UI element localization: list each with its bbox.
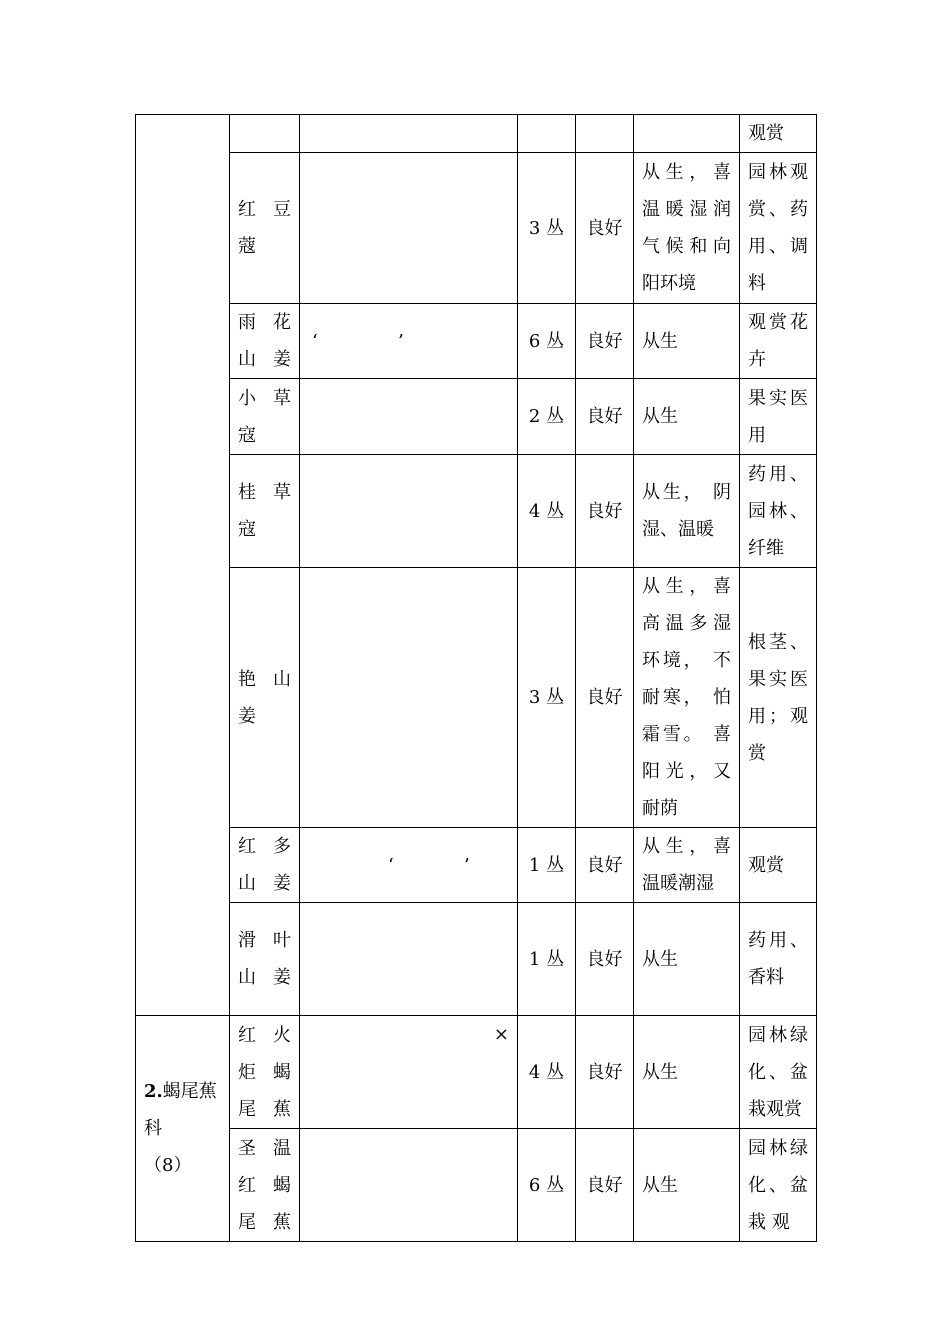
family-number: 2.: [144, 1081, 163, 1102]
table-row: [136, 828, 817, 903]
open-quote-mark: ‘: [312, 330, 318, 352]
use-cell: 园林观赏、药用、调料: [740, 153, 817, 304]
count-cell: 4 丛: [518, 1016, 576, 1129]
use-cell: 园林绿化、盆栽观赏: [740, 1016, 817, 1129]
habit-cell: 从生: [634, 379, 740, 455]
family-cell-1: [136, 115, 230, 1016]
plant-name-cell: 红火炬蝎尾蕉: [230, 1016, 300, 1129]
table-row: [136, 1016, 817, 1129]
description-cell: [300, 304, 518, 379]
use-cell: 药用、香料: [740, 903, 817, 1016]
status-cell: 良好: [576, 828, 634, 903]
status-cell: 良好: [576, 1016, 634, 1129]
table-row: [136, 1129, 817, 1242]
table-row: [136, 379, 817, 455]
plant-name-cell: 雨花山姜: [230, 304, 300, 379]
habit-cell: 从生，喜温暖湿润气候和向阳环境: [634, 153, 740, 304]
close-quote-mark: ’: [398, 330, 404, 352]
count-cell: 1 丛: [518, 903, 576, 1016]
open-quote-mark: ‘: [388, 854, 394, 876]
use-cell: 观赏花卉: [740, 304, 817, 379]
description-cell: [300, 115, 518, 153]
table-row: [136, 115, 817, 153]
habit-cell: 从生，喜高温多湿环境， 不耐寒， 怕霜雪。 喜阳光，又耐荫: [634, 568, 740, 828]
status-cell: 良好: [576, 1129, 634, 1242]
family-name: 蝎尾蕉科: [144, 1081, 217, 1139]
description-cell: [300, 903, 518, 1016]
table-row: [136, 153, 817, 304]
table-row: [136, 903, 817, 1016]
count-cell: 6 丛: [518, 1129, 576, 1242]
status-cell: 良好: [576, 568, 634, 828]
habit-cell: 从生，喜温暖潮湿: [634, 828, 740, 903]
use-cell: 观赏: [740, 828, 817, 903]
use-cell: 根茎、果实医用；观赏: [740, 568, 817, 828]
status-cell: 良好: [576, 903, 634, 1016]
description-cell: [300, 568, 518, 828]
status-cell: 良好: [576, 379, 634, 455]
status-cell: [576, 115, 634, 153]
plant-name-cell: 小草寇: [230, 379, 300, 455]
count-cell: 4 丛: [518, 455, 576, 568]
description-cell: [300, 828, 518, 903]
cross-mark: ×: [493, 1024, 509, 1045]
plant-name-cell: [230, 115, 300, 153]
table-row: [136, 568, 817, 828]
status-cell: 良好: [576, 304, 634, 379]
plant-name-cell: 桂草寇: [230, 455, 300, 568]
count-cell: 2 丛: [518, 379, 576, 455]
count-cell: 3 丛: [518, 568, 576, 828]
count-cell: 3 丛: [518, 153, 576, 304]
plant-inventory-table: [135, 114, 817, 1242]
table-row: [136, 304, 817, 379]
habit-cell: 从生: [634, 903, 740, 1016]
habit-cell: 从生: [634, 1129, 740, 1242]
use-cell: 药用、园林、纤维: [740, 455, 817, 568]
status-cell: 良好: [576, 455, 634, 568]
use-cell: 观赏: [740, 115, 817, 153]
plant-name-cell: 红豆蔻: [230, 153, 300, 304]
description-cell: [300, 1016, 518, 1129]
habit-cell: 从生， 阴湿、温暖: [634, 455, 740, 568]
count-cell: 6 丛: [518, 304, 576, 379]
habit-cell: [634, 115, 740, 153]
use-cell: 园林绿化、盆栽 观: [740, 1129, 817, 1242]
plant-name-cell: 滑叶山姜: [230, 903, 300, 1016]
table-row: [136, 455, 817, 568]
count-cell: [518, 115, 576, 153]
description-cell: [300, 379, 518, 455]
habit-cell: 从生: [634, 304, 740, 379]
description-cell: [300, 455, 518, 568]
status-cell: 良好: [576, 153, 634, 304]
description-cell: [300, 1129, 518, 1242]
plant-name-cell: 圣温红蝎尾蕉: [230, 1129, 300, 1242]
count-cell: 1 丛: [518, 828, 576, 903]
close-quote-mark: ’: [464, 854, 470, 876]
description-cell: [300, 153, 518, 304]
use-cell: 果实医用: [740, 379, 817, 455]
plant-name-cell: 红多山姜: [230, 828, 300, 903]
plant-name-cell: 艳山姜: [230, 568, 300, 828]
family-cell-2: [136, 1016, 230, 1242]
habit-cell: 从生: [634, 1016, 740, 1129]
family-count: （8）: [144, 1155, 192, 1176]
